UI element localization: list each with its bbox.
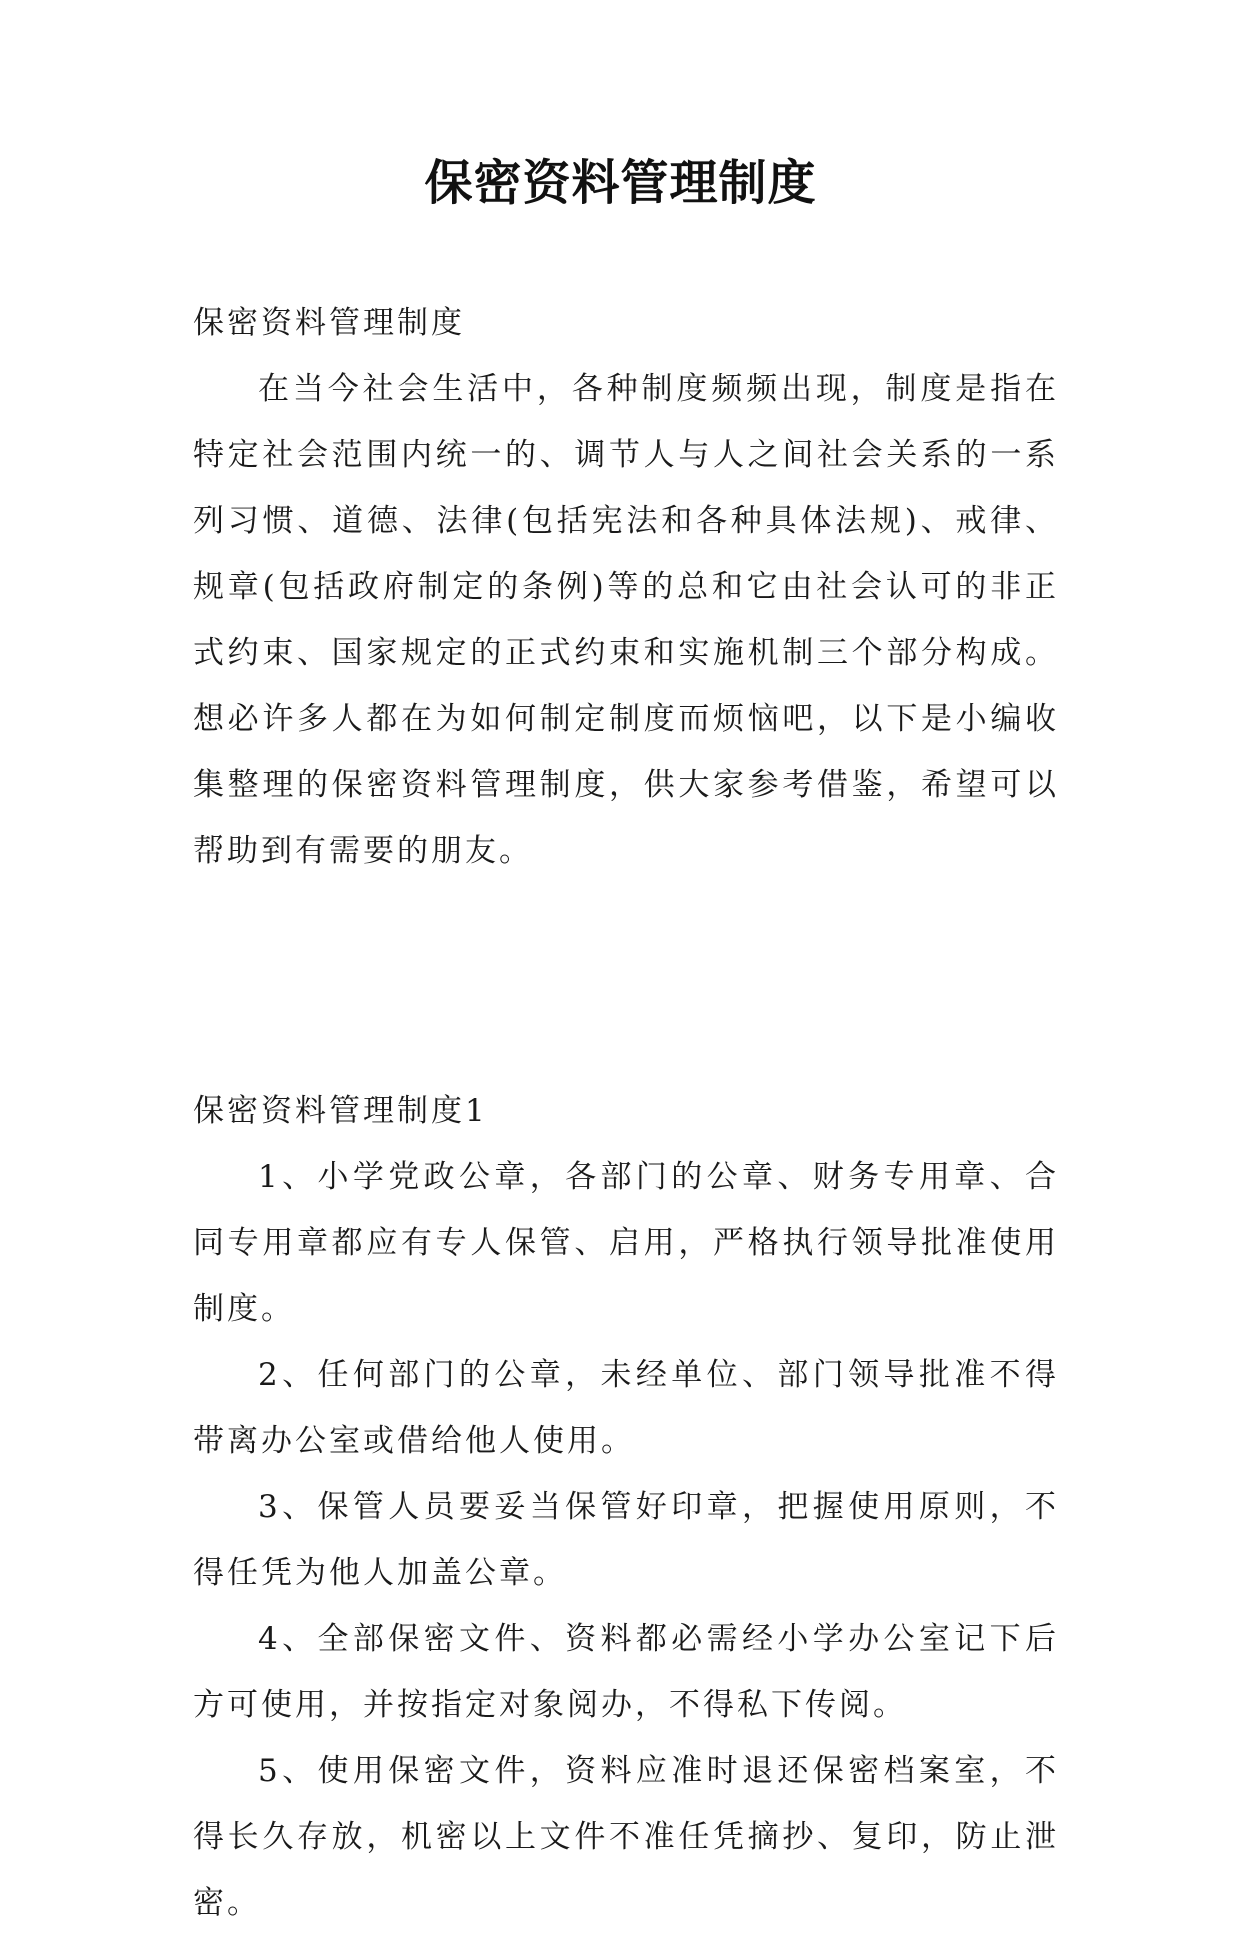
document-title: 保密资料管理制度 [424,155,817,211]
document-body [193,290,1059,1936]
list-item: 2、任何部门的公章，未经单位、部门领导批准不得带离办公室或借给他人使用。 [193,1357,1059,1459]
section-spacer [193,884,1059,1078]
intro-heading: 保密资料管理制度 [193,305,465,341]
list-item: 5、使用保密文件，资料应准时退还保密档案室，不得长久存放，机密以上文件不准任凭摘抄、复印，防止泄密。 [193,1753,1059,1921]
list-item: 3、保管人员要妥当保管好印章，把握使用原则，不得任凭为他人加盖公章。 [193,1489,1059,1591]
list-item: 1、小学党政公章，各部门的公章、财务专用章、合同专用章都应有专人保管、启用，严格执行领导批准使用制度。 [193,1159,1059,1327]
section-heading: 保密资料管理制度1 [193,1093,488,1129]
intro-paragraph: 在当今社会生活中，各种制度频频出现，制度是指在特定社会范围内统一的、调节人与人之间社会关系的一系列习惯、道德、法律(包括宪法和各种具体法规)、戒律、规章(包括政府制定的条例)等的总和它由社会认可的非正式约束、国家规定的正式约束和实施机制三个部分构成。想必许多人都在为如何制定制度而烦恼吧，以下是小编收集整理的保密资料管理制度，供大家参考借鉴，希望可以帮助到有需要的朋友。 [193,371,1059,869]
list-item: 4、全部保密文件、资料都必需经小学办公室记下后方可使用，并按指定对象阅办，不得私下传阅。 [193,1621,1059,1723]
